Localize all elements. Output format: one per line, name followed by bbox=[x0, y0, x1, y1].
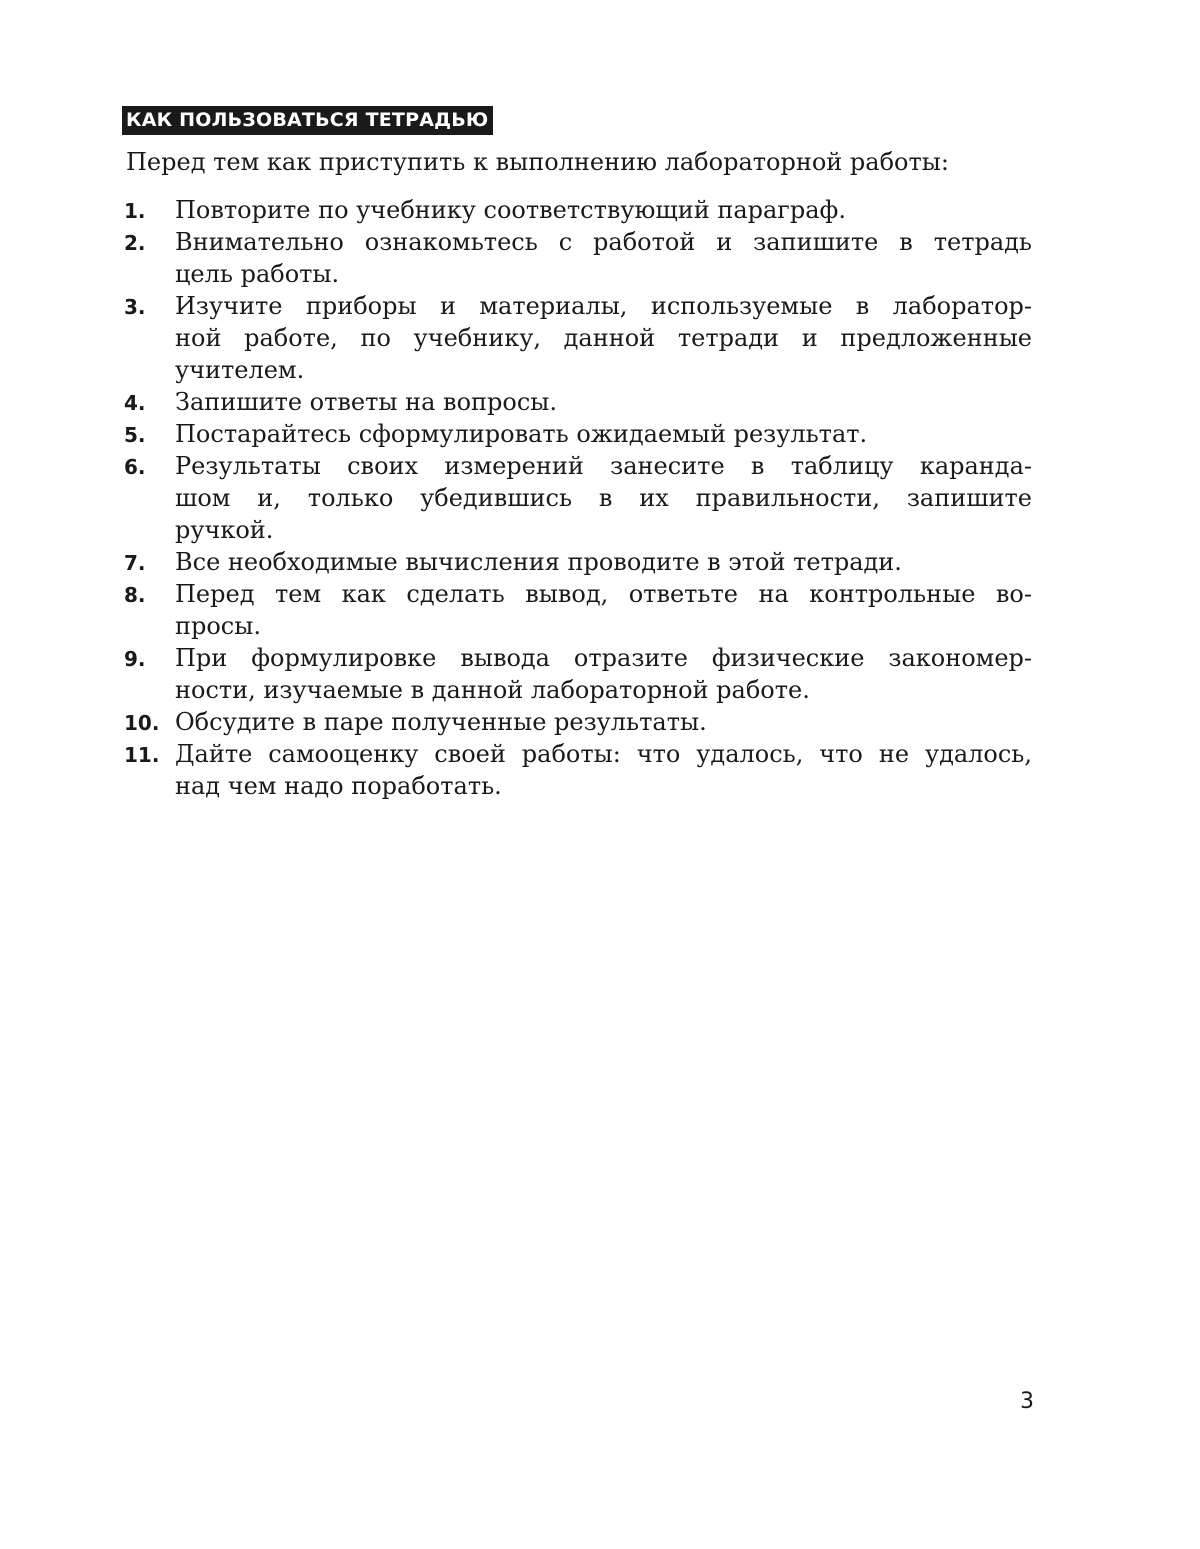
list-item bbox=[124, 450, 1032, 546]
list-item-line: Все необходимые вычисления проводите в этой тетради. bbox=[175, 548, 902, 576]
list-item bbox=[124, 386, 1032, 418]
list-item-number: 9. bbox=[124, 647, 146, 671]
list-item-line: Повторите по учебнику соответствующий параграф. bbox=[175, 196, 846, 224]
list-item-line: ности, изучаемые в данной лабораторной работе. bbox=[175, 676, 810, 704]
list-item-line: При формулировке вывода отразите физические закономер- bbox=[175, 644, 1032, 672]
list-item-line: Внимательно ознакомьтесь с работой и запишите в тетрадь bbox=[175, 228, 1032, 256]
list-item bbox=[124, 706, 1032, 738]
list-item-line: просы. bbox=[175, 612, 261, 640]
list-item-number: 2. bbox=[124, 231, 146, 255]
list-item-line: Результаты своих измерений занесите в таблицу каранда- bbox=[175, 452, 1032, 480]
list-item-line: шом и, только убедившись в их правильности, запишите bbox=[175, 484, 1032, 512]
list-item-line: Запишите ответы на вопросы. bbox=[175, 388, 557, 416]
list-item bbox=[124, 642, 1032, 706]
list-item-number: 11. bbox=[124, 743, 160, 767]
list-item bbox=[124, 418, 1032, 450]
list-item-number: 3. bbox=[124, 295, 146, 319]
list-item-number: 7. bbox=[124, 551, 146, 575]
list-item-line: над чем надо поработать. bbox=[175, 772, 502, 800]
list-item-line: Обсудите в паре полученные результаты. bbox=[175, 708, 707, 736]
list-item bbox=[124, 290, 1032, 386]
list-item-line: Дайте самооценку своей работы: что удалось, что не удалось, bbox=[175, 740, 1032, 768]
list-item-number: 10. bbox=[124, 711, 160, 735]
list-item-number: 6. bbox=[124, 455, 146, 479]
list-item-number: 8. bbox=[124, 583, 146, 607]
list-item-line: Постарайтесь сформулировать ожидаемый результат. bbox=[175, 420, 868, 448]
list-item bbox=[124, 738, 1032, 802]
list-item-line: учителем. bbox=[175, 356, 305, 384]
list-item-number: 5. bbox=[124, 423, 146, 447]
list-item-line: ручкой. bbox=[175, 516, 274, 544]
list-item bbox=[124, 194, 1032, 226]
list-item-line: Изучите приборы и материалы, используемые в лаборатор- bbox=[175, 292, 1032, 320]
intro-text: Перед тем как приступить к выполнению лабораторной работы: bbox=[126, 148, 949, 176]
list-item-number: 1. bbox=[124, 199, 146, 223]
list-item-line: ной работе, по учебнику, данной тетради и предложенные bbox=[175, 324, 1032, 352]
list-item-line: Перед тем как сделать вывод, ответьте на контрольные во- bbox=[175, 580, 1032, 608]
page-number: 3 bbox=[1020, 1389, 1034, 1414]
list-item-line: цель работы. bbox=[175, 260, 340, 288]
section-title: КАК ПОЛЬЗОВАТЬСЯ ТЕТРАДЬЮ bbox=[122, 106, 493, 135]
list-item bbox=[124, 546, 1032, 578]
list-item-number: 4. bbox=[124, 391, 146, 415]
list-item bbox=[124, 226, 1032, 290]
instructions-list bbox=[124, 194, 1032, 802]
list-item bbox=[124, 578, 1032, 642]
